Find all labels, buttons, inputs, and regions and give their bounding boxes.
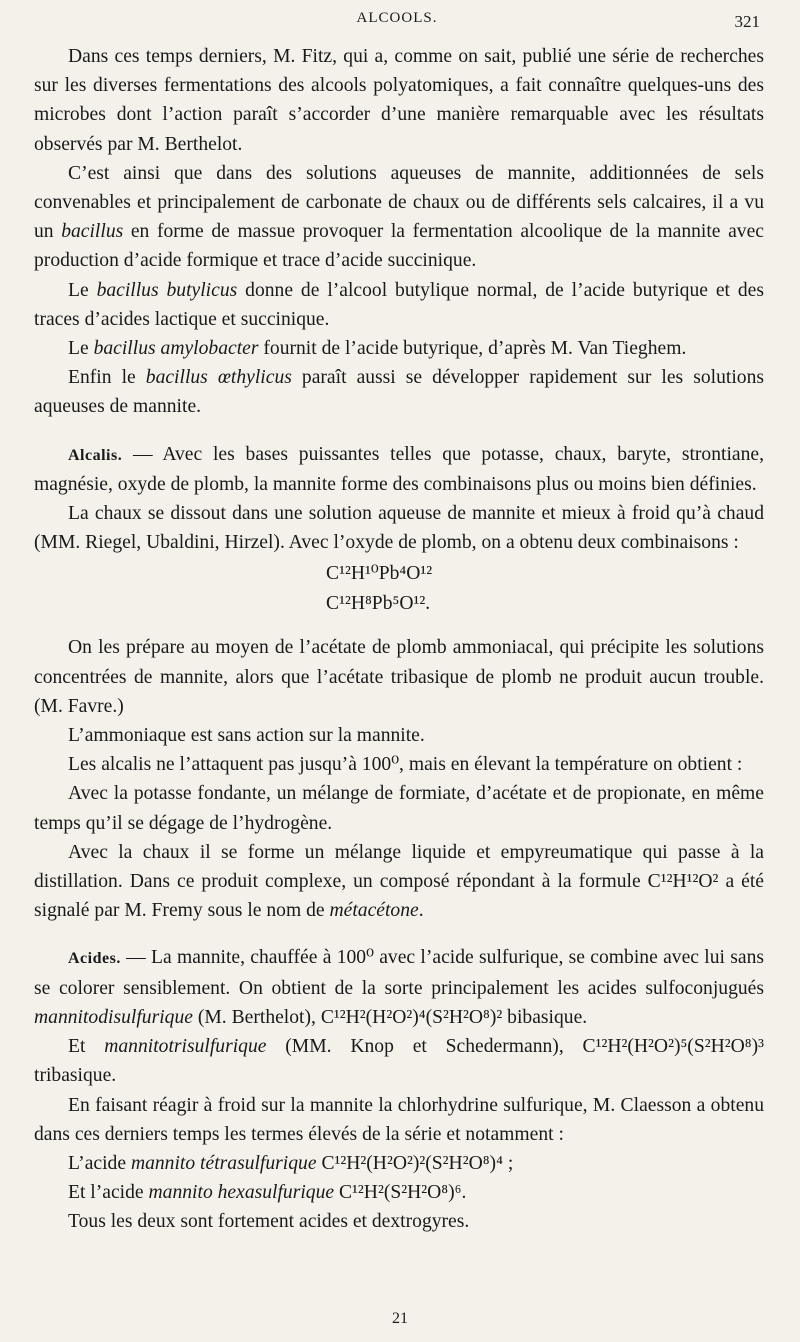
italic-term: métacétone <box>329 900 419 922</box>
paragraph-ammoniaque: L’ammoniaque est sans action sur la mannite. <box>68 725 425 747</box>
italic-term: bacillus amylobacter <box>93 338 259 360</box>
paragraph-aethylicus: Enfin le bacillus œthylicus paraît aussi se développer rapidement sur les solutions aqueuses de mannite. <box>34 367 764 418</box>
paragraph-alcalis-100: Les alcalis ne l’attaquent pas jusqu’à 100⁰, mais en élevant la température on obtient : <box>68 754 743 776</box>
running-head: ALCOOLS. <box>356 10 438 26</box>
paragraph-chaux: La chaux se dissout dans une solution aqueuse de mannite et mieux à froid qu’à chaud (MM. Riegel, Ubaldini, Hirzel). Avec l’oxyde de plomb, on a obtenu deux combinaisons : <box>34 503 764 554</box>
section-title-alcalis: Alcalis. <box>68 446 123 464</box>
page-number: 321 <box>734 12 760 31</box>
italic-term: bacillus butylicus <box>96 279 238 301</box>
paragraph-butylicus: Le bacillus butylicus donne de l’alcool butylique normal, de l’acide butyrique et des traces d’acides lactique et succinique. <box>34 279 764 330</box>
section-title-acides: Acides. <box>68 950 121 968</box>
italic-term: bacillus œthylicus <box>145 367 292 389</box>
paragraph-preparation: On les prépare au moyen de l’acétate de plomb ammoniacal, qui précipite les solutions concentrées de mannite, alors que l’acétate tribasique de plomb ne produit aucun trouble. (M. Favre.) <box>34 637 764 717</box>
formula-block <box>34 559 764 619</box>
italic-term: bacillus <box>61 221 124 243</box>
paragraph-bacillus-massue: C’est ainsi que dans des solutions aqueuses de mannite, additionnées de sels convenables et principalement de carbonate de chaux ou de différents sels calcaires, il a vu un bacillus en forme de massue provoquer la fermentation alcoolique de la mannite avec production d’acide formique et trace d’acide succinique. <box>34 162 764 272</box>
italic-term: mannitodisulfurique <box>34 1006 193 1028</box>
formula-line: C¹²H¹⁰Pb⁴O¹² <box>326 563 433 585</box>
signature-mark: 21 <box>392 1310 408 1327</box>
body-text <box>34 42 764 1237</box>
paragraph-amylobacter: Le bacillus amylobacter fournit de l’acide butyrique, d’après M. Van Tieghem. <box>68 338 687 360</box>
paragraph-trisulfurique: Et mannitotrisulfurique (MM. Knop et Schedermann), C¹²H²(H²O²)⁵(S²H²O⁸)³ tribasique. <box>34 1036 764 1087</box>
italic-term: mannito tétrasulfurique <box>130 1152 317 1174</box>
paragraph-dextrogyres: Tous les deux sont fortement acides et dextrogyres. <box>68 1211 470 1233</box>
italic-term: mannitotrisulfurique <box>104 1036 267 1058</box>
paragraph-claesson: En faisant réagir à froid sur la mannite la chlorhydrine sulfurique, M. Claesson a obtenu dans ces derniers temps les termes élevés de la série et notamment : <box>34 1094 764 1145</box>
paragraph-potasse: Avec la potasse fondante, un mélange de formiate, d’acétate et de propionate, en même temps qu’il se dégage de l’hydrogène. <box>34 783 764 834</box>
paragraph-alcalis-intro: Alcalis. — Avec les bases puissantes telles que potasse, chaux, baryte, strontiane, magnésie, oxyde de plomb, la mannite forme des combinaisons plus ou moins bien définies. <box>34 443 764 495</box>
paragraph-fitz: Dans ces temps derniers, M. Fitz, qui a, comme on sait, publié une série de recherches sur les diverses fermentations des alcools polyatomiques, a fait connaître quelques-uns des microbes dont l’action paraît s’accorder d’une manière remarquable avec les résultats observés par M. Berthelot. <box>34 46 764 155</box>
formula-line: C¹²H⁸Pb⁵O¹². <box>326 593 431 615</box>
italic-term: mannito hexasulfurique <box>148 1182 335 1204</box>
page-header <box>34 10 760 34</box>
paragraph-chaux-distillation: Avec la chaux il se forme un mélange liquide et empyreumatique qui passe à la distillation. Dans ce produit complexe, un composé répondant à la formule C¹²H¹²O² a été signalé par M. Fremy sous le nom de métacétone. <box>34 841 764 922</box>
paragraph-acides-intro: Acides. — La mannite, chauffée à 100⁰ avec l’acide sulfurique, se combine avec lui sans se colorer sensiblement. On obtient de la sorte principalement les acides sulfoconjugués mannitodisulfurique (M. Berthelot), C¹²H²(H²O²)⁴(S²H²O⁸)² bibasique. <box>34 947 764 1028</box>
paragraph-hexasulfurique: Et l’acide mannito hexasulfurique C¹²H²(S²H²O⁸)⁶. <box>68 1182 467 1204</box>
paragraph-tetrasulfurique: L’acide mannito tétrasulfurique C¹²H²(H²O²)²(S²H²O⁸)⁴ ; <box>68 1152 514 1174</box>
